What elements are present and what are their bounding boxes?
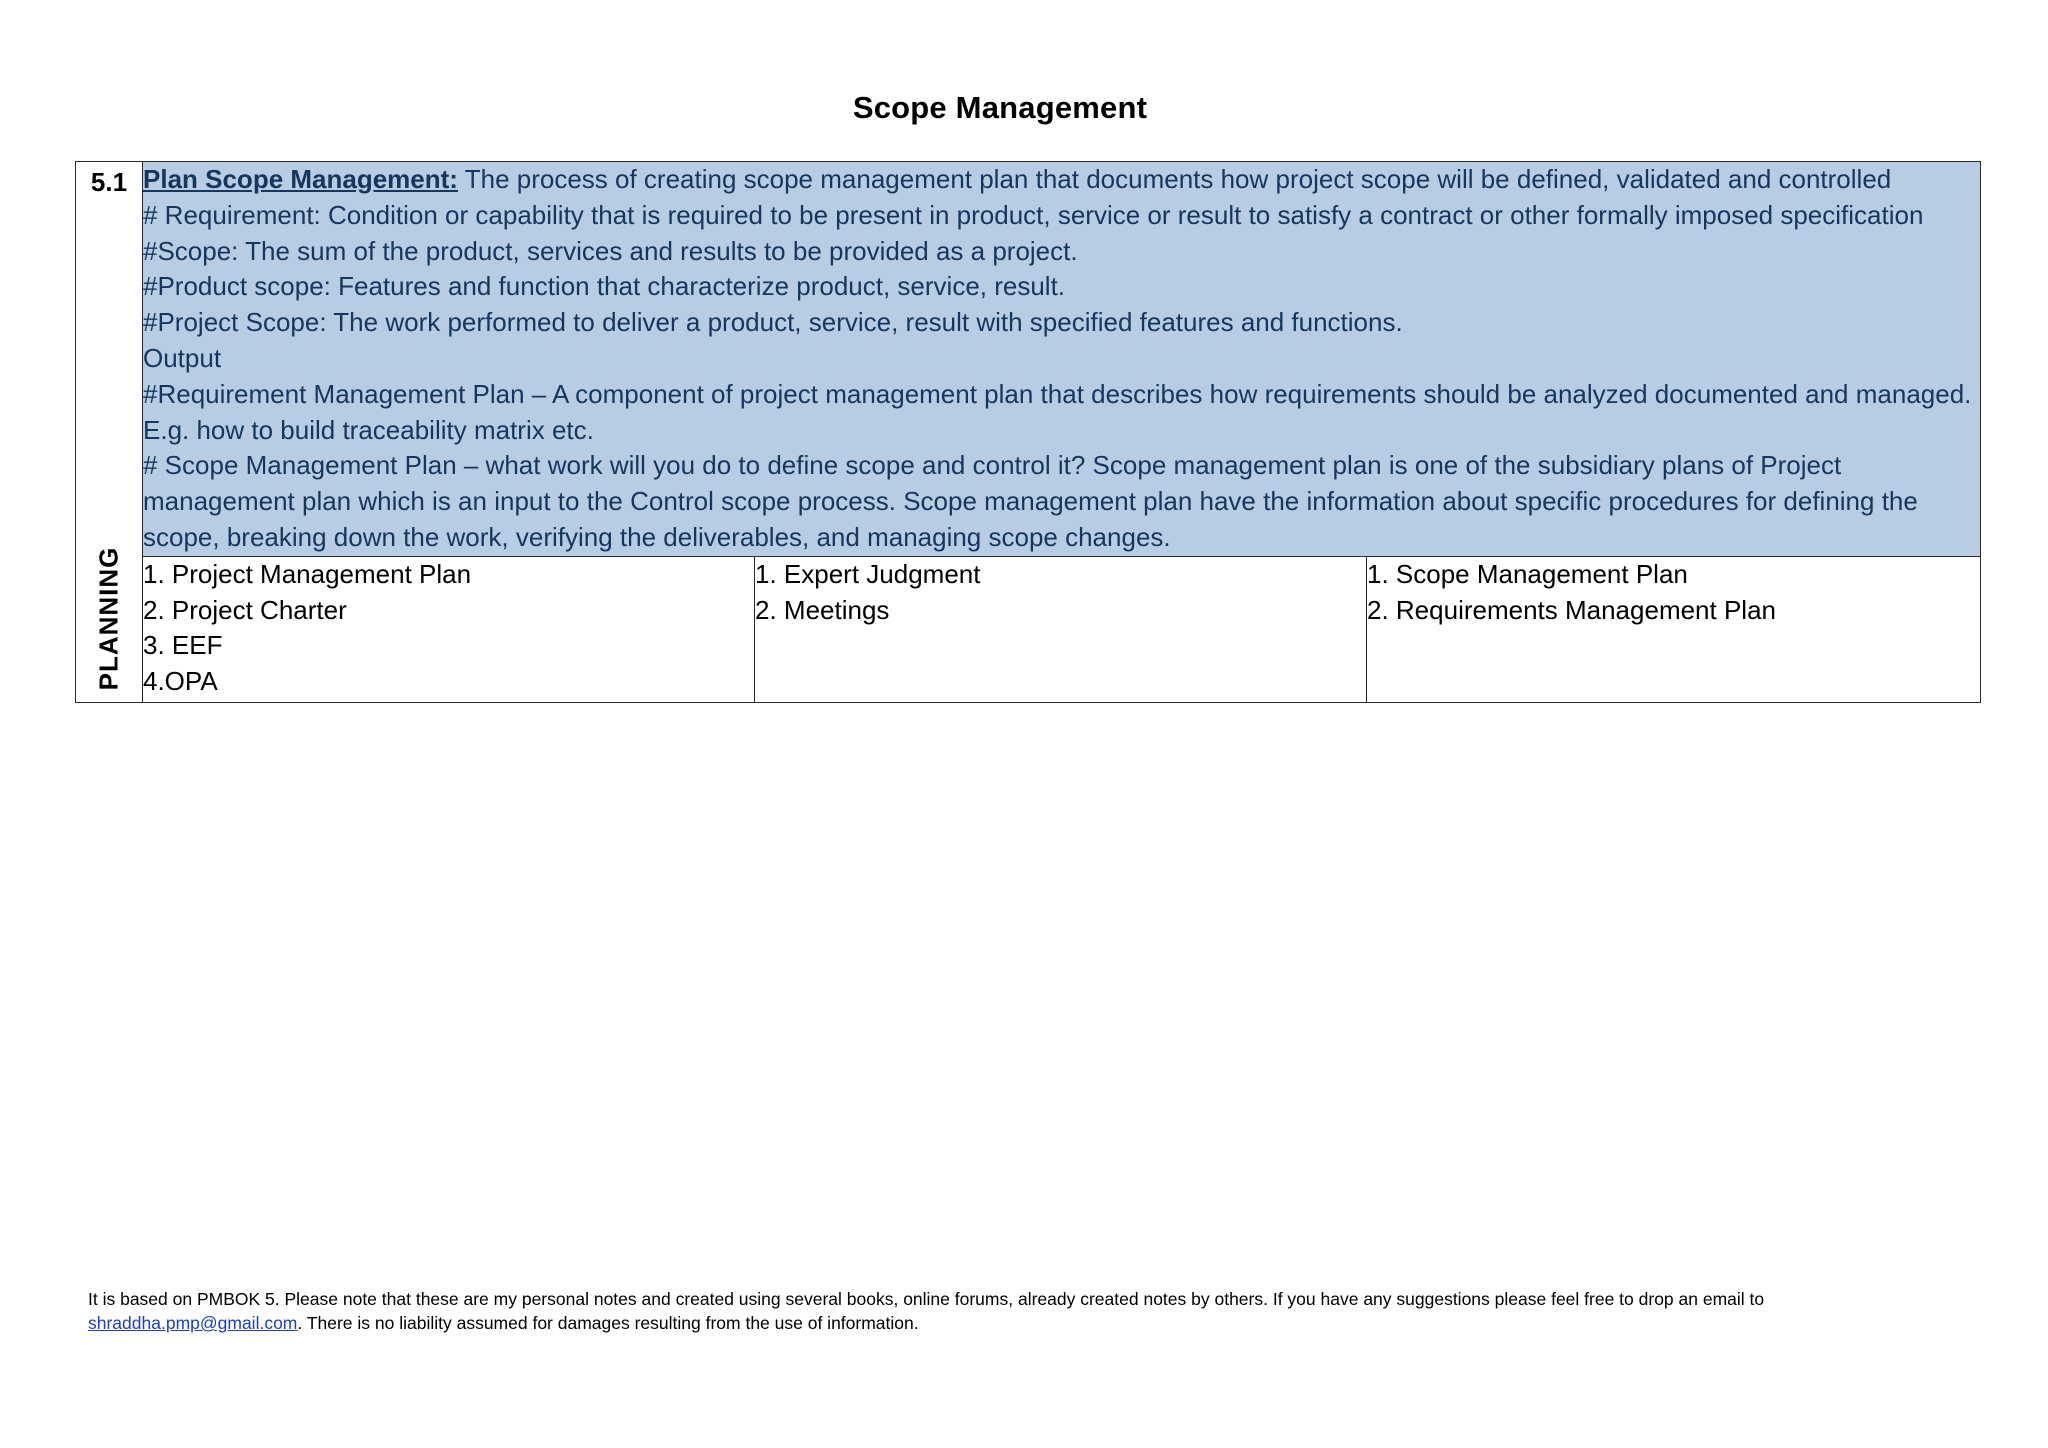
process-heading-line — [143, 162, 1980, 198]
footer-text-after: . There is no liability assumed for damages resulting from the use of information. — [297, 1313, 919, 1333]
ito-row — [76, 556, 1981, 702]
email-link[interactable]: shraddha.pmp@gmail.com — [88, 1313, 298, 1333]
tool-item: 1. Expert Judgment — [755, 558, 981, 589]
output-item: 1. Scope Management Plan — [1367, 558, 1688, 589]
output-item: 2. Requirements Management Plan — [1367, 594, 1777, 625]
input-item: 2. Project Charter — [143, 594, 347, 625]
process-name: Plan Scope Management: — [143, 164, 458, 194]
process-definition: The process of creating scope management plan that documents how project scope will be defined, validated and controlled — [457, 164, 1892, 194]
tools-cell — [755, 556, 1367, 702]
input-item: 4.OPA — [143, 666, 218, 697]
note-requirement-management-plan: #Requirement Management Plan – A component of project management plan that describes how requirements should be analyzed documented and managed. E.g. how to build traceability matrix etc. — [143, 378, 1972, 445]
process-description-row — [76, 162, 1981, 557]
phase-label: PLANNING — [93, 546, 124, 691]
note-output-heading: Output — [143, 342, 222, 373]
note-project-scope: #Project Scope: The work performed to deliver a product, service, result with specified features and functions. — [143, 307, 1403, 338]
page-title: Scope Management — [852, 90, 1148, 125]
process-table — [75, 161, 1981, 703]
note-requirement: # Requirement: Condition or capability that is required to be present in product, service or result to satisfy a contract or other formally imposed specification — [143, 199, 1924, 230]
process-description-cell — [143, 162, 1981, 557]
note-scope: #Scope: The sum of the product, services and results to be provided as a project. — [143, 235, 1078, 266]
footer-text-before: It is based on PMBOK 5. Please note that these are my personal notes and created using several books, online forums, already created notes by others. If you have any suggestions please feel free to drop an email to — [88, 1289, 1765, 1309]
tool-item: 2. Meetings — [755, 594, 890, 625]
input-item: 1. Project Management Plan — [143, 558, 472, 589]
outputs-cell — [1367, 556, 1981, 702]
note-scope-management-plan: # Scope Management Plan – what work will you do to define scope and control it? Scope management plan is one of the subsidiary plans of Project management plan which is an input to the Control scope process. Scope management plan have the information about specific procedures for defining the scope, breaking down the work, verifying the deliverables, and managing scope changes. — [143, 450, 1918, 552]
input-item: 3. EEF — [143, 630, 223, 661]
section-number: 5.1 — [90, 167, 128, 197]
section-number-cell — [76, 162, 143, 703]
footer-note — [88, 1287, 1968, 1335]
inputs-cell — [143, 556, 755, 702]
note-product-scope: #Product scope: Features and function that characterize product, service, result. — [143, 271, 1066, 302]
